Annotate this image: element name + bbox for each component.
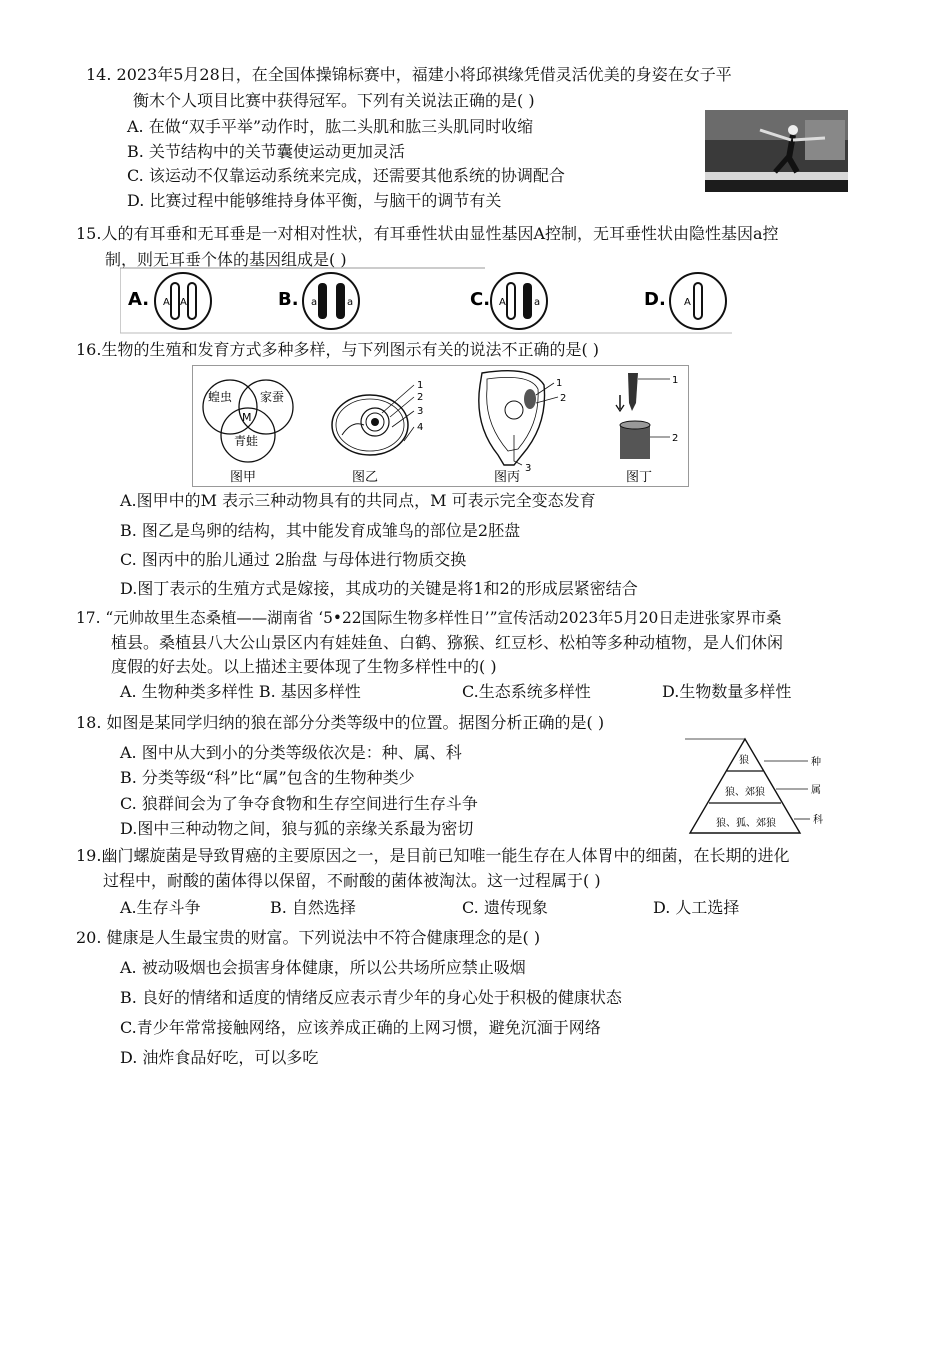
q14-option-a: A. 在做“双手平举”动作时，肱二头肌和肱三头肌同时收缩 [127,117,534,136]
gene-c-right: a [534,297,541,308]
uterus-callout-2: 2 [560,393,567,404]
q19-option-d: D. 人工选择 [653,898,740,917]
gene-b-left: a [311,297,318,308]
balance-beam-photo [705,110,848,192]
q18-option-a: A. 图中从大到小的分类等级依次是：种、属、科 [120,743,462,762]
genotype-option-label-d: D. [644,289,666,310]
q17-option-d: D.生物数量多样性 [662,682,792,701]
egg-callout-3: 3 [417,406,424,417]
q16-option-c: C. 图丙中的胎儿通过 2胎盘 与母体进行物质交换 [120,550,467,569]
gene-d: A [684,297,691,308]
venn-label-silkworm: 家蚕 [260,390,285,404]
q19-option-b: B. 自然选择 [270,898,356,917]
pyramid-tier-species: 狼 [739,755,749,766]
rank-label-genus: 属 [811,785,821,796]
q15-stem-line2: 制，则无耳垂个体的基因组成是( ) [105,250,347,269]
fig-label-bing: 图丙 [494,470,521,485]
q20-option-d: D. 油炸食品好吃，可以多吃 [120,1048,319,1067]
q17-option-ab: A. 生物种类多样性 B. 基因多样性 [120,682,361,701]
genotype-option-label-b: B. [278,289,299,310]
q20-stem: 20. 健康是人生最宝贵的财富。下列说法中不符合健康理念的是( ) [76,928,541,947]
reproduction-figures [192,365,689,487]
q17-stem-line2: 植县。桑植县八大公山景区内有娃娃鱼、白鹤、猕猴、红豆杉、松柏等多种动植物，是人们休闲 [111,633,784,652]
q18-stem: 18. 如图是某同学归纳的狼在部分分类等级中的位置。据图分析正确的是( ) [76,713,605,732]
q14-option-b: B. 关节结构中的关节囊使运动更加灵活 [127,142,405,161]
q16-option-d: D.图丁表示的生殖方式是嫁接，其成功的关键是将1和2的形成层紧密结合 [120,579,638,598]
q16-option-a: A.图甲中的M 表示三种动物具有的共同点，M 可表示完全变态发育 [120,491,596,510]
pyramid-tier-genus: 狼、郊狼 [725,787,765,798]
venn-label-frog: 青蛙 [234,434,259,448]
q19-option-a: A.生存斗争 [120,898,201,917]
q20-option-c: C.青少年常常接触网络，应该养成正确的上网习惯，避免沉湎于网络 [120,1018,601,1037]
q14-stem-line2: 衡木个人项目比赛中获得冠军。下列有关说法正确的是( ) [133,91,535,110]
q18-option-d: D.图中三种动物之间，狼与狐的亲缘关系最为密切 [120,819,474,838]
egg-callout-4: 4 [417,422,424,433]
genotype-options-figure [120,267,732,335]
q17-option-c: C.生态系统多样性 [462,682,591,701]
gene-c-left: A [499,297,506,308]
fig-label-ding: 图丁 [626,470,653,485]
q19-stem-line1: 19.幽门螺旋菌是导致胃癌的主要原因之一，是目前已知唯一能生存在人体胃中的细菌，在长期的进化 [76,846,790,865]
q14-stem-line1: 14. 2023年5月28日，在全国体操锦标赛中，福建小将邱祺缘凭借灵活优美的身姿在女子平 [86,65,732,84]
fig-label-jia: 图甲 [230,470,257,485]
genotype-option-label-c: C. [470,289,491,310]
q16-stem: 16.生物的生殖和发育方式多种多样，与下列图示有关的说法不正确的是( ) [76,340,600,359]
q18-option-c: C. 狼群间会为了争夺食物和生存空间进行生存斗争 [120,794,478,813]
uterus-callout-1: 1 [556,378,563,389]
pyramid-tier-family: 狼、狐、郊狼 [716,818,776,829]
q14-option-d: D. 比赛过程中能够维持身体平衡，与脑干的调节有关 [127,191,502,210]
q19-option-c: C. 遗传现象 [462,898,548,917]
egg-callout-1: 1 [417,380,424,391]
egg-callout-2: 2 [417,392,424,403]
graft-callout-2: 2 [672,433,679,444]
gene-a-right: A [180,297,187,308]
q15-stem-line1: 15.人的有耳垂和无耳垂是一对相对性状，有耳垂性状由显性基因A控制，无耳垂性状由隐性基因a控 [76,224,779,243]
q18-option-b: B. 分类等级“科”比“属”包含的生物种类少 [120,768,415,787]
q20-option-b: B. 良好的情绪和适度的情绪反应表示青少年的身心处于积极的健康状态 [120,988,622,1007]
q19-stem-line2: 过程中，耐酸的菌体得以保留，不耐酸的菌体被淘汰。这一过程属于( ) [103,871,601,890]
rank-label-family: 科 [813,815,823,826]
genotype-option-label-a: A. [128,289,150,310]
q20-option-a: A. 被动吸烟也会损害身体健康，所以公共场所应禁止吸烟 [120,958,526,977]
uterus-callout-3: 3 [525,463,532,474]
q17-stem-line1: 17. “元帅故里生态桑植——湖南省 ‘5•22国际生物多样性日’”宣传活动2023年5月20日走进张家界市桑 [76,609,782,627]
q17-stem-line3: 度假的好去处。以上描述主要体现了生物多样性中的( ) [111,657,497,676]
classification-pyramid [680,733,840,837]
q14-option-c: C. 该运动不仅靠运动系统来完成，还需要其他系统的协调配合 [127,166,565,185]
venn-label-locust: 蝗虫 [208,390,233,404]
rank-label-species: 种 [811,757,821,768]
fig-label-yi: 图乙 [352,470,379,485]
venn-center-m: M [242,411,252,424]
q16-option-b: B. 图乙是鸟卵的结构，其中能发育成雏鸟的部位是2胚盘 [120,521,521,540]
graft-callout-1: 1 [672,375,679,386]
gene-a-left: A [163,297,170,308]
gene-b-right: a [347,297,354,308]
